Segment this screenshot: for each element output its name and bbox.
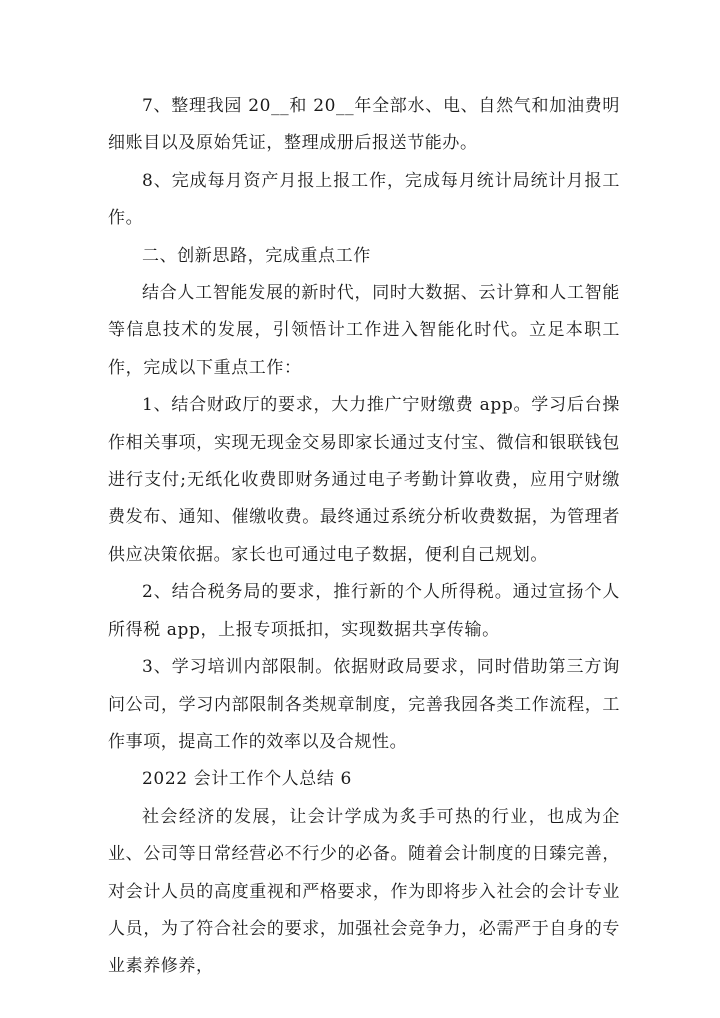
paragraph-intro-ai: 结合人工智能发展的新时代，同时大数据、云计算和人工智能等信息技术的发展，引领悟计工作进入智能化时代。立足本职工作，完成以下重点工作：: [108, 283, 620, 378]
paragraph-item-3-internal-control: 3、学习培训内部限制。依据财政局要求，同时借助第三方询问公司，学习内部限制各类规章制度，完善我园各类工作流程，工作事项，提高工作的效率以及合规性。: [108, 657, 620, 752]
paragraph-item-7-utilities: 7、整理我园 20__和 20__年全部水、电、自然气和加油费明细账目以及原始凭证，整理成册后报送节能办。: [108, 96, 620, 154]
document-subtitle: 2022 会计工作个人总结 6: [142, 769, 352, 790]
paragraph-item-1-payment-app: 1、结合财政厅的要求，大力推广宁财缴费 app。学习后台操作相关事项，实现无现金交易即家长通过支付宝、微信和银联钱包进行支付;无纸化收费即财务通过电子考勤计算收费，应用宁财缴费发布、通知、催缴收费。最终通过系统分析收费数据，为管理者供应决策依据。家长也可通过电子数据，便利自己规划。: [108, 395, 620, 565]
document-body: [108, 88, 620, 986]
section-heading-innovation: 二、创新思路，完成重点工作: [142, 245, 371, 266]
paragraph-item-2-income-tax: 2、结合税务局的要求，推行新的个人所得税。通过宣扬个人所得税 app，上报专项抵扣，实现数据共享传输。: [108, 582, 620, 640]
paragraph-accounting-summary: 社会经济的发展，让会计学成为炙手可热的行业，也成为企业、公司等日常经营必不行少的必备。随着会计制度的日臻完善，对会计人员的高度重视和严格要求，作为即将步入社会的会计专业人员，为了符合社会的要求，加强社会竞争力，必需严于自身的专业素养修养，: [108, 806, 620, 977]
paragraph-item-8-monthly-reports: 8、完成每月资产月报上报工作，完成每月统计局统计月报工作。: [108, 170, 620, 229]
